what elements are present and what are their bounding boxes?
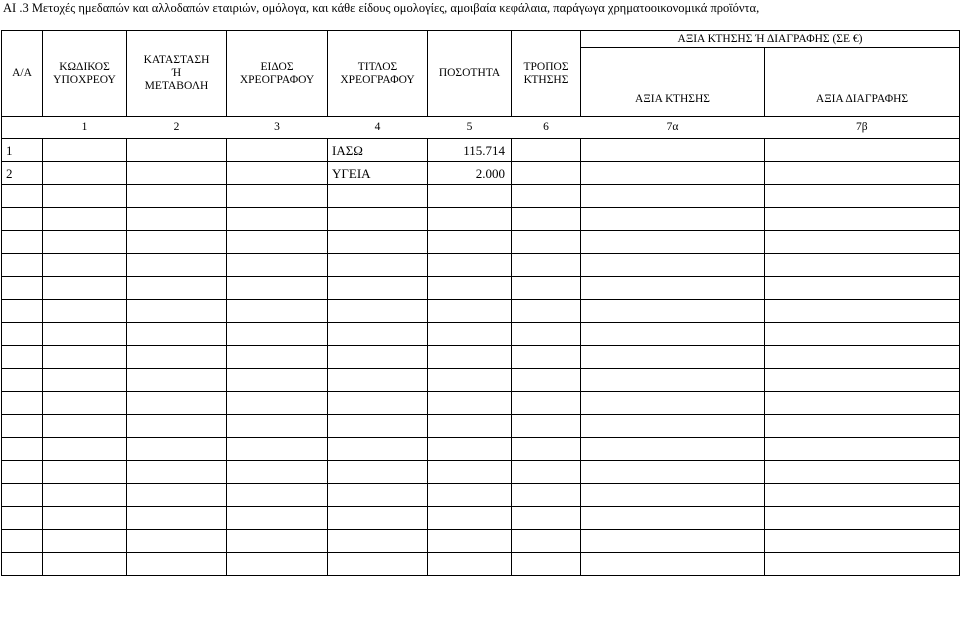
table-row bbox=[2, 461, 960, 484]
cell-eidos bbox=[227, 553, 328, 576]
cell-eidos bbox=[227, 254, 328, 277]
header-kodikos: ΚΩΔΙΚΟΣ ΥΠΟΧΡΕΟΥ bbox=[43, 31, 127, 117]
cell-posotita bbox=[428, 323, 512, 346]
cell-aa bbox=[2, 392, 43, 415]
cell-tropos bbox=[512, 438, 581, 461]
cell-tropos bbox=[512, 277, 581, 300]
cell-axia-ktisis bbox=[581, 162, 765, 185]
cell-eidos bbox=[227, 323, 328, 346]
cell-posotita: 115.714 bbox=[428, 139, 512, 162]
table-row bbox=[2, 553, 960, 576]
cell-axia-diagrafis bbox=[765, 484, 960, 507]
cell-aa bbox=[2, 369, 43, 392]
cell-kodikos bbox=[43, 438, 127, 461]
cell-katastasi bbox=[127, 139, 227, 162]
cell-kodikos bbox=[43, 254, 127, 277]
cell-kodikos bbox=[43, 553, 127, 576]
cell-tropos bbox=[512, 461, 581, 484]
cell-katastasi bbox=[127, 369, 227, 392]
cell-axia-ktisis bbox=[581, 484, 765, 507]
cell-axia-ktisis bbox=[581, 277, 765, 300]
cell-eidos bbox=[227, 162, 328, 185]
cell-tropos bbox=[512, 231, 581, 254]
cell-posotita bbox=[428, 461, 512, 484]
cell-katastasi bbox=[127, 323, 227, 346]
cell-titlos bbox=[328, 277, 428, 300]
cell-axia-diagrafis bbox=[765, 208, 960, 231]
cell-aa bbox=[2, 484, 43, 507]
cell-aa bbox=[2, 415, 43, 438]
header-axia-group: ΑΞΙΑ ΚΤΗΣΗΣ Ή ΔΙΑΓΡΑΦΗΣ (ΣΕ €) bbox=[581, 31, 960, 48]
cell-eidos bbox=[227, 208, 328, 231]
page-title: ΑΙ .3 Μετοχές ημεδαπών και αλλοδαπών εταιριών, ομόλογα, και κάθε είδους ομολογίες, αμοιβαία κεφάλαια, παράγωγα χρηματοοικονομικά προϊόντα, bbox=[3, 1, 760, 15]
cell-aa bbox=[2, 323, 43, 346]
cell-titlos bbox=[328, 415, 428, 438]
cell-axia-diagrafis bbox=[765, 162, 960, 185]
cell-axia-ktisis bbox=[581, 461, 765, 484]
cell-katastasi bbox=[127, 277, 227, 300]
cell-posotita bbox=[428, 369, 512, 392]
cell-aa bbox=[2, 300, 43, 323]
column-number: 3 bbox=[227, 117, 328, 139]
cell-katastasi bbox=[127, 484, 227, 507]
cell-aa bbox=[2, 530, 43, 553]
cell-kodikos bbox=[43, 323, 127, 346]
header-katastasi: ΚΑΤΑΣΤΑΣΗ Ή ΜΕΤΑΒΟΛΗ bbox=[127, 31, 227, 117]
header-axia-ktisis: ΑΞΙΑ ΚΤΗΣΗΣ bbox=[581, 48, 765, 117]
cell-tropos bbox=[512, 415, 581, 438]
cell-titlos bbox=[328, 254, 428, 277]
cell-posotita: 2.000 bbox=[428, 162, 512, 185]
cell-kodikos bbox=[43, 346, 127, 369]
header-aa: Α/Α bbox=[2, 31, 43, 117]
table-row bbox=[2, 507, 960, 530]
cell-katastasi bbox=[127, 392, 227, 415]
cell-kodikos bbox=[43, 484, 127, 507]
cell-posotita bbox=[428, 530, 512, 553]
cell-axia-diagrafis bbox=[765, 507, 960, 530]
cell-eidos bbox=[227, 507, 328, 530]
cell-eidos bbox=[227, 300, 328, 323]
cell-posotita bbox=[428, 231, 512, 254]
cell-eidos bbox=[227, 139, 328, 162]
cell-titlos bbox=[328, 553, 428, 576]
cell-axia-ktisis bbox=[581, 392, 765, 415]
cell-katastasi bbox=[127, 415, 227, 438]
cell-katastasi bbox=[127, 553, 227, 576]
table-row bbox=[2, 369, 960, 392]
cell-titlos bbox=[328, 231, 428, 254]
cell-tropos bbox=[512, 162, 581, 185]
cell-posotita bbox=[428, 438, 512, 461]
cell-katastasi bbox=[127, 530, 227, 553]
cell-posotita bbox=[428, 553, 512, 576]
cell-titlos bbox=[328, 530, 428, 553]
cell-eidos bbox=[227, 461, 328, 484]
cell-titlos bbox=[328, 323, 428, 346]
cell-katastasi bbox=[127, 162, 227, 185]
cell-tropos bbox=[512, 553, 581, 576]
cell-titlos bbox=[328, 346, 428, 369]
cell-axia-diagrafis bbox=[765, 438, 960, 461]
cell-aa bbox=[2, 461, 43, 484]
cell-axia-diagrafis bbox=[765, 323, 960, 346]
cell-katastasi bbox=[127, 507, 227, 530]
cell-kodikos bbox=[43, 507, 127, 530]
cell-posotita bbox=[428, 507, 512, 530]
header-titlos: ΤΙΤΛΟΣ ΧΡΕΟΓΡΑΦΟΥ bbox=[328, 31, 428, 117]
cell-eidos bbox=[227, 277, 328, 300]
table-row bbox=[2, 323, 960, 346]
cell-axia-ktisis bbox=[581, 507, 765, 530]
cell-eidos bbox=[227, 484, 328, 507]
cell-kodikos bbox=[43, 208, 127, 231]
column-number: 1 bbox=[43, 117, 127, 139]
column-number: 7β bbox=[765, 117, 960, 139]
cell-axia-ktisis bbox=[581, 323, 765, 346]
table-row bbox=[2, 254, 960, 277]
column-number: 7α bbox=[581, 117, 765, 139]
cell-axia-diagrafis bbox=[765, 300, 960, 323]
cell-eidos bbox=[227, 530, 328, 553]
cell-aa bbox=[2, 185, 43, 208]
cell-tropos bbox=[512, 369, 581, 392]
table-row bbox=[2, 346, 960, 369]
cell-aa: 2 bbox=[2, 162, 43, 185]
cell-posotita bbox=[428, 392, 512, 415]
cell-axia-ktisis bbox=[581, 415, 765, 438]
cell-axia-ktisis bbox=[581, 254, 765, 277]
cell-titlos bbox=[328, 461, 428, 484]
column-number: 6 bbox=[512, 117, 581, 139]
cell-posotita bbox=[428, 185, 512, 208]
cell-aa bbox=[2, 277, 43, 300]
column-number: 4 bbox=[328, 117, 428, 139]
cell-axia-diagrafis bbox=[765, 369, 960, 392]
cell-kodikos bbox=[43, 139, 127, 162]
header-eidos: ΕΙΔΟΣ ΧΡΕΟΓΡΑΦΟΥ bbox=[227, 31, 328, 117]
cell-posotita bbox=[428, 254, 512, 277]
cell-katastasi bbox=[127, 254, 227, 277]
cell-aa bbox=[2, 438, 43, 461]
cell-axia-diagrafis bbox=[765, 185, 960, 208]
cell-axia-ktisis bbox=[581, 553, 765, 576]
table-row bbox=[2, 392, 960, 415]
table-row bbox=[2, 208, 960, 231]
cell-titlos bbox=[328, 484, 428, 507]
cell-katastasi bbox=[127, 300, 227, 323]
cell-katastasi bbox=[127, 346, 227, 369]
cell-katastasi bbox=[127, 185, 227, 208]
cell-kodikos bbox=[43, 231, 127, 254]
cell-axia-diagrafis bbox=[765, 139, 960, 162]
header-tropos: ΤΡΟΠΟΣ ΚΤΗΣΗΣ bbox=[512, 31, 581, 117]
cell-kodikos bbox=[43, 185, 127, 208]
cell-axia-ktisis bbox=[581, 438, 765, 461]
cell-kodikos bbox=[43, 300, 127, 323]
cell-axia-ktisis bbox=[581, 346, 765, 369]
cell-axia-diagrafis bbox=[765, 553, 960, 576]
cell-eidos bbox=[227, 415, 328, 438]
cell-posotita bbox=[428, 277, 512, 300]
cell-kodikos bbox=[43, 369, 127, 392]
cell-tropos bbox=[512, 530, 581, 553]
cell-posotita bbox=[428, 415, 512, 438]
cell-tropos bbox=[512, 507, 581, 530]
cell-tropos bbox=[512, 484, 581, 507]
cell-titlos bbox=[328, 438, 428, 461]
cell-tropos bbox=[512, 300, 581, 323]
cell-axia-ktisis bbox=[581, 231, 765, 254]
cell-tropos bbox=[512, 323, 581, 346]
cell-kodikos bbox=[43, 461, 127, 484]
table-row bbox=[2, 277, 960, 300]
cell-axia-ktisis bbox=[581, 530, 765, 553]
cell-posotita bbox=[428, 346, 512, 369]
cell-eidos bbox=[227, 438, 328, 461]
table-row bbox=[2, 231, 960, 254]
cell-titlos bbox=[328, 208, 428, 231]
cell-titlos: ΙΑΣΩ bbox=[328, 139, 428, 162]
cell-axia-ktisis bbox=[581, 208, 765, 231]
column-number: 5 bbox=[428, 117, 512, 139]
table-row bbox=[2, 162, 960, 185]
cell-tropos bbox=[512, 346, 581, 369]
table-row bbox=[2, 300, 960, 323]
cell-tropos bbox=[512, 139, 581, 162]
table-row bbox=[2, 185, 960, 208]
cell-aa bbox=[2, 507, 43, 530]
cell-posotita bbox=[428, 484, 512, 507]
cell-tropos bbox=[512, 185, 581, 208]
table-row bbox=[2, 484, 960, 507]
table-row bbox=[2, 438, 960, 461]
cell-kodikos bbox=[43, 415, 127, 438]
cell-aa bbox=[2, 231, 43, 254]
cell-katastasi bbox=[127, 231, 227, 254]
cell-tropos bbox=[512, 254, 581, 277]
cell-eidos bbox=[227, 231, 328, 254]
cell-titlos bbox=[328, 369, 428, 392]
cell-axia-diagrafis bbox=[765, 346, 960, 369]
cell-kodikos bbox=[43, 392, 127, 415]
cell-katastasi bbox=[127, 208, 227, 231]
cell-axia-ktisis bbox=[581, 300, 765, 323]
cell-titlos: ΥΓΕΙΑ bbox=[328, 162, 428, 185]
cell-axia-diagrafis bbox=[765, 277, 960, 300]
column-number bbox=[2, 117, 43, 139]
cell-aa bbox=[2, 346, 43, 369]
cell-axia-ktisis bbox=[581, 369, 765, 392]
cell-axia-diagrafis bbox=[765, 254, 960, 277]
cell-eidos bbox=[227, 346, 328, 369]
cell-axia-ktisis bbox=[581, 139, 765, 162]
cell-katastasi bbox=[127, 461, 227, 484]
cell-posotita bbox=[428, 300, 512, 323]
cell-axia-diagrafis bbox=[765, 415, 960, 438]
cell-aa: 1 bbox=[2, 139, 43, 162]
cell-axia-diagrafis bbox=[765, 530, 960, 553]
cell-aa bbox=[2, 553, 43, 576]
table-row bbox=[2, 530, 960, 553]
cell-aa bbox=[2, 208, 43, 231]
cell-aa bbox=[2, 254, 43, 277]
cell-titlos bbox=[328, 185, 428, 208]
header-axia-diagrafis: ΑΞΙΑ ΔΙΑΓΡΑΦΗΣ bbox=[765, 48, 960, 117]
column-numbers-row bbox=[2, 117, 960, 139]
cell-axia-diagrafis bbox=[765, 231, 960, 254]
table-row bbox=[2, 415, 960, 438]
cell-eidos bbox=[227, 369, 328, 392]
cell-katastasi bbox=[127, 438, 227, 461]
cell-posotita bbox=[428, 208, 512, 231]
cell-axia-diagrafis bbox=[765, 392, 960, 415]
cell-kodikos bbox=[43, 530, 127, 553]
cell-kodikos bbox=[43, 162, 127, 185]
column-number: 2 bbox=[127, 117, 227, 139]
cell-titlos bbox=[328, 392, 428, 415]
cell-titlos bbox=[328, 300, 428, 323]
cell-titlos bbox=[328, 507, 428, 530]
cell-tropos bbox=[512, 392, 581, 415]
header-posotita: ΠΟΣΟΤΗΤΑ bbox=[428, 31, 512, 117]
cell-kodikos bbox=[43, 277, 127, 300]
cell-axia-diagrafis bbox=[765, 461, 960, 484]
cell-axia-ktisis bbox=[581, 185, 765, 208]
table-row bbox=[2, 139, 960, 162]
cell-tropos bbox=[512, 208, 581, 231]
cell-eidos bbox=[227, 185, 328, 208]
holdings-table bbox=[1, 30, 960, 576]
cell-eidos bbox=[227, 392, 328, 415]
